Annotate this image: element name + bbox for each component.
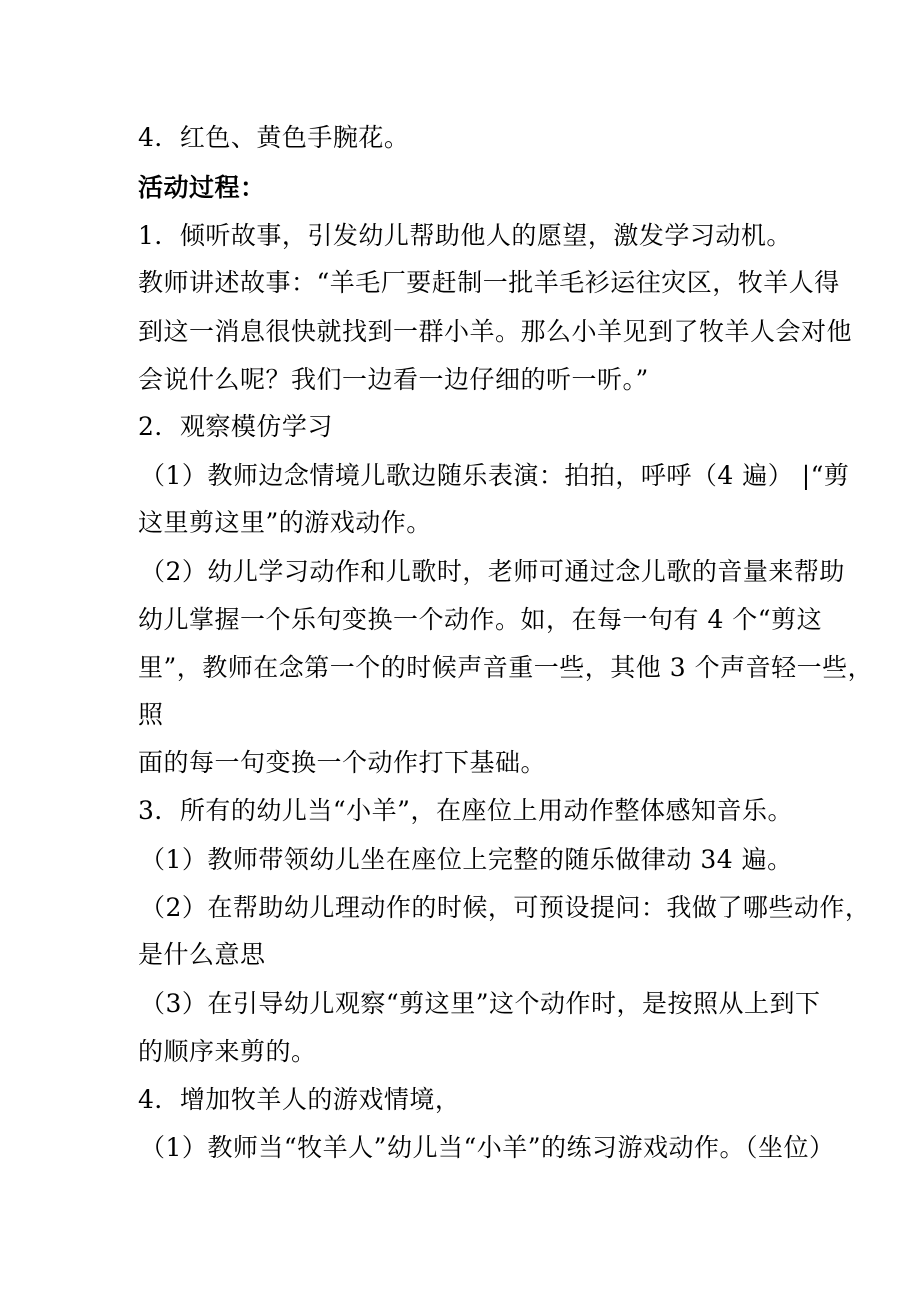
text-line-step-4: 4．增加牧羊人的游戏情境， [138,1085,461,1114]
text-line-step-2: 2．观察模仿学习 [138,412,333,441]
text-line-step-2-2b: 幼儿掌握一个乐句变换一个动作。如，在每一句有 4 个“剪这 [138,605,823,634]
text-line-story-2: 到这一消息很快就找到一群小羊。那么小羊见到了牧羊人会对他 [138,317,853,346]
text-line-step-2-1b: 这里剪这里”的游戏动作。 [138,508,432,537]
text-line-step-3-1: （1）教师带领幼儿坐在座位上完整的随乐做律动 34 遍。 [140,845,793,874]
text-line-step-2-2a: （2）幼儿学习动作和儿歌时，老师可通过念儿歌的音量来帮助 [140,557,845,586]
text-line-step-4-1: （1）教师当“牧羊人”幼儿当“小羊”的练习游戏动作。（坐位） [140,1133,835,1162]
text-line-step-3-2b: 是什么意思 [138,940,266,969]
text-line-story-1: 教师讲述故事：“羊毛厂要赶制一批羊毛衫运往灾区，牧羊人得 [138,268,840,297]
text-line-materials-4: 4．红色、黄色手腕花。 [138,123,410,152]
text-line-step-3: 3．所有的幼儿当“小羊”，在座位上用动作整体感知音乐。 [138,796,793,825]
text-line-step-2-2c: 里”，教师在念第一个的时候声音重一些，其他 3 个声音轻一些， [138,653,874,682]
text-line-step-2-1a: （1）教师边念情境儿歌边随乐表演：拍拍，呼呼（4 遍） |“剪 [140,461,850,490]
text-line-step-2-2d: 照 [138,700,164,729]
text-line-story-3: 会说什么呢？我们一边看一边仔细的听一听。” [138,365,649,394]
section-heading-activity-process: 活动过程： [138,173,266,202]
text-line-step-3-3b: 的顺序来剪的。 [138,1037,317,1066]
text-line-step-3-3a: （3）在引导幼儿观察“剪这里”这个动作时，是按照从上到下 [140,989,821,1018]
text-line-step-1: 1．倾听故事，引发幼儿帮助他人的愿望，激发学习动机。 [138,221,792,250]
text-line-step-2-2e: 面的每一句变换一个动作打下基础。 [138,748,547,777]
text-line-step-3-2a: （2）在帮助幼儿理动作的时候，可预设提问：我做了哪些动作， [140,893,871,922]
